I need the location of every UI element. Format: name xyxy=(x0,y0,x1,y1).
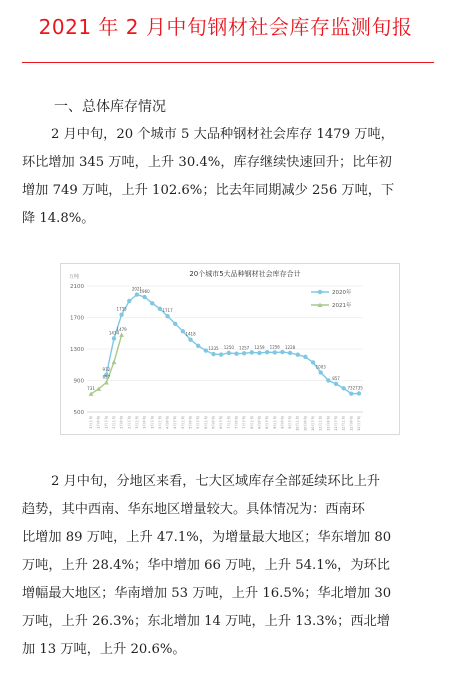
x-tick-label: 8月中旬 xyxy=(257,416,262,429)
data-point xyxy=(196,344,200,348)
paragraph-line: 增加 749 万吨，上升 102.6%；比去年同期减少 256 万吨，下 xyxy=(22,183,395,198)
data-point xyxy=(334,382,338,386)
data-label: 1003 xyxy=(315,364,326,370)
data-point xyxy=(135,292,139,296)
x-tick-label: 7月上旬 xyxy=(226,416,231,429)
paragraph-line: 环比增加 345 万吨，上升 30.4%，库存继续快速回升；比年初 xyxy=(22,155,392,170)
data-point xyxy=(341,386,345,390)
x-tick-label: 6月中旬 xyxy=(211,416,216,429)
x-tick-label: 11月上旬 xyxy=(318,416,323,431)
data-point xyxy=(280,350,284,354)
x-tick-label: 10月上旬 xyxy=(295,416,300,431)
data-label: 1235 xyxy=(208,346,219,352)
data-point xyxy=(234,352,238,356)
inventory-line-chart xyxy=(61,264,401,436)
x-tick-label: 5月上旬 xyxy=(180,416,185,429)
y-tick-label: 1300 xyxy=(70,347,84,353)
data-label: 1735 xyxy=(116,306,127,312)
data-label: 1256 xyxy=(269,344,280,350)
data-label: 857 xyxy=(332,375,340,381)
x-tick-label: 8月上旬 xyxy=(249,416,254,429)
x-tick-label: 2月中旬 xyxy=(119,416,124,429)
x-tick-label: 10月中旬 xyxy=(303,416,308,431)
data-point xyxy=(127,299,131,303)
data-point xyxy=(265,350,269,354)
data-point xyxy=(326,378,330,382)
x-tick-label: 5月下旬 xyxy=(196,416,201,429)
x-tick-label: 9月上旬 xyxy=(272,416,277,429)
paragraph-line: 万吨，上升 26.3%；东北增加 14 万吨，上升 13.3%；西北增 xyxy=(22,614,390,629)
y-tick-label: 2100 xyxy=(70,284,84,290)
x-tick-label: 12月下旬 xyxy=(357,416,361,431)
data-point xyxy=(188,338,192,342)
x-tick-label: 8月下旬 xyxy=(265,416,270,429)
data-point xyxy=(296,352,300,356)
paragraph-line: 降 14.8%。 xyxy=(22,211,95,226)
x-tick-label: 6月下旬 xyxy=(219,416,224,429)
x-tick-label: 2月上旬 xyxy=(111,416,116,429)
document-title: 2021 年 2 月中旬钢材社会库存监测旬报 xyxy=(38,15,413,39)
x-tick-label: 6月上旬 xyxy=(203,416,208,429)
data-point xyxy=(165,314,169,318)
x-tick-label: 1月上旬 xyxy=(89,416,93,429)
paragraph-line: 万吨，上升 28.4%；华中增加 66 万吨，上升 54.1%，为环比 xyxy=(22,558,390,573)
y-tick-label: 900 xyxy=(73,378,84,385)
data-label: 857 xyxy=(102,374,111,380)
x-tick-label: 7月中旬 xyxy=(234,416,239,429)
paragraph-line: 加 13 万吨，上升 20.6%。 xyxy=(22,642,186,657)
x-tick-label: 3月上旬 xyxy=(134,416,139,429)
data-label: 1960 xyxy=(139,289,150,295)
data-point xyxy=(288,351,292,355)
data-label: 731 xyxy=(87,385,95,391)
x-tick-label: 7月下旬 xyxy=(242,416,247,429)
x-tick-label: 11月下旬 xyxy=(334,416,339,431)
data-point xyxy=(273,350,277,354)
legend-label: 2020年 xyxy=(332,290,352,296)
data-point xyxy=(150,301,154,305)
data-label: 972 xyxy=(102,366,111,372)
data-point xyxy=(173,322,177,326)
paragraph-line: 趋势，其中西南、华东地区增量较大。具体情况为：西南环 xyxy=(22,502,365,517)
data-point xyxy=(181,329,185,333)
x-tick-label: 11月中旬 xyxy=(326,416,331,431)
x-tick-label: 4月中旬 xyxy=(165,416,170,429)
x-tick-label: 1月下旬 xyxy=(104,416,109,429)
x-tick-label: 12月中旬 xyxy=(349,416,354,431)
x-tick-label: 4月上旬 xyxy=(157,416,162,429)
paragraph-regional-inventory xyxy=(22,468,434,664)
data-label: 2021 xyxy=(131,286,143,292)
data-label: 1228 xyxy=(284,344,296,350)
data-label: 1259 xyxy=(254,344,265,350)
data-point xyxy=(227,351,231,355)
data-point xyxy=(319,370,323,374)
data-label: 735 xyxy=(355,385,363,391)
y-tick-label: 500 xyxy=(73,410,84,416)
series-line-1 xyxy=(91,335,122,394)
data-label: 1257 xyxy=(239,345,250,351)
legend-label: 2021年 xyxy=(332,303,352,309)
x-tick-label: 3月下旬 xyxy=(150,416,155,429)
legend-marker xyxy=(318,290,322,294)
y-axis-unit: 万吨 xyxy=(69,274,80,280)
title-divider xyxy=(22,62,434,63)
x-tick-label: 9月下旬 xyxy=(288,416,293,429)
x-tick-label: 12月上旬 xyxy=(341,416,346,431)
paragraph-line: 2 月中旬，分地区来看，七大区域库存全部延续环比上升 xyxy=(51,474,381,489)
x-tick-label: 1月中旬 xyxy=(96,416,101,429)
data-point xyxy=(119,333,124,337)
data-point xyxy=(311,360,315,364)
data-point xyxy=(112,336,116,340)
data-label: 1717 xyxy=(162,308,173,314)
data-point xyxy=(257,351,261,355)
x-tick-label: 9月中旬 xyxy=(280,416,285,429)
data-point xyxy=(349,392,353,396)
section-heading: 一、总体库存情况 xyxy=(54,99,166,115)
x-tick-label: 3月中旬 xyxy=(142,416,147,429)
data-point xyxy=(250,350,254,354)
data-point xyxy=(119,313,123,317)
data-label: 732 xyxy=(347,385,356,391)
data-label: 1250 xyxy=(223,344,234,350)
data-label: 1418 xyxy=(185,331,196,337)
data-label: 1479 xyxy=(116,326,127,332)
paragraph-line: 增幅最大地区；华南增加 53 万吨，上升 16.5%；华北增加 30 xyxy=(22,586,392,601)
inventory-chart xyxy=(60,263,400,435)
paragraph-line: 2 月中旬，20 个城市 5 大品种钢材社会库存 1479 万吨， xyxy=(51,127,394,142)
data-point xyxy=(219,352,223,356)
x-tick-label: 4月下旬 xyxy=(173,416,178,429)
data-point xyxy=(142,295,146,299)
y-tick-label: 1700 xyxy=(70,315,84,322)
data-point xyxy=(357,391,361,395)
paragraph-line: 比增加 89 万吨，上升 47.1%，为增量最大地区；华东增加 80 xyxy=(22,530,392,545)
data-point xyxy=(112,360,117,364)
data-point xyxy=(158,307,162,311)
data-point xyxy=(303,355,307,359)
data-point xyxy=(204,348,208,352)
data-point xyxy=(211,352,215,356)
x-tick-label: 10月下旬 xyxy=(311,416,316,431)
data-point xyxy=(242,351,246,355)
chart-title: 20个城市5大品种钢材社会库存合计 xyxy=(189,270,301,278)
x-tick-label: 2月下旬 xyxy=(127,416,132,429)
data-label: 1434 xyxy=(108,330,120,336)
x-tick-label: 5月中旬 xyxy=(188,416,193,429)
paragraph-total-inventory xyxy=(22,121,434,233)
